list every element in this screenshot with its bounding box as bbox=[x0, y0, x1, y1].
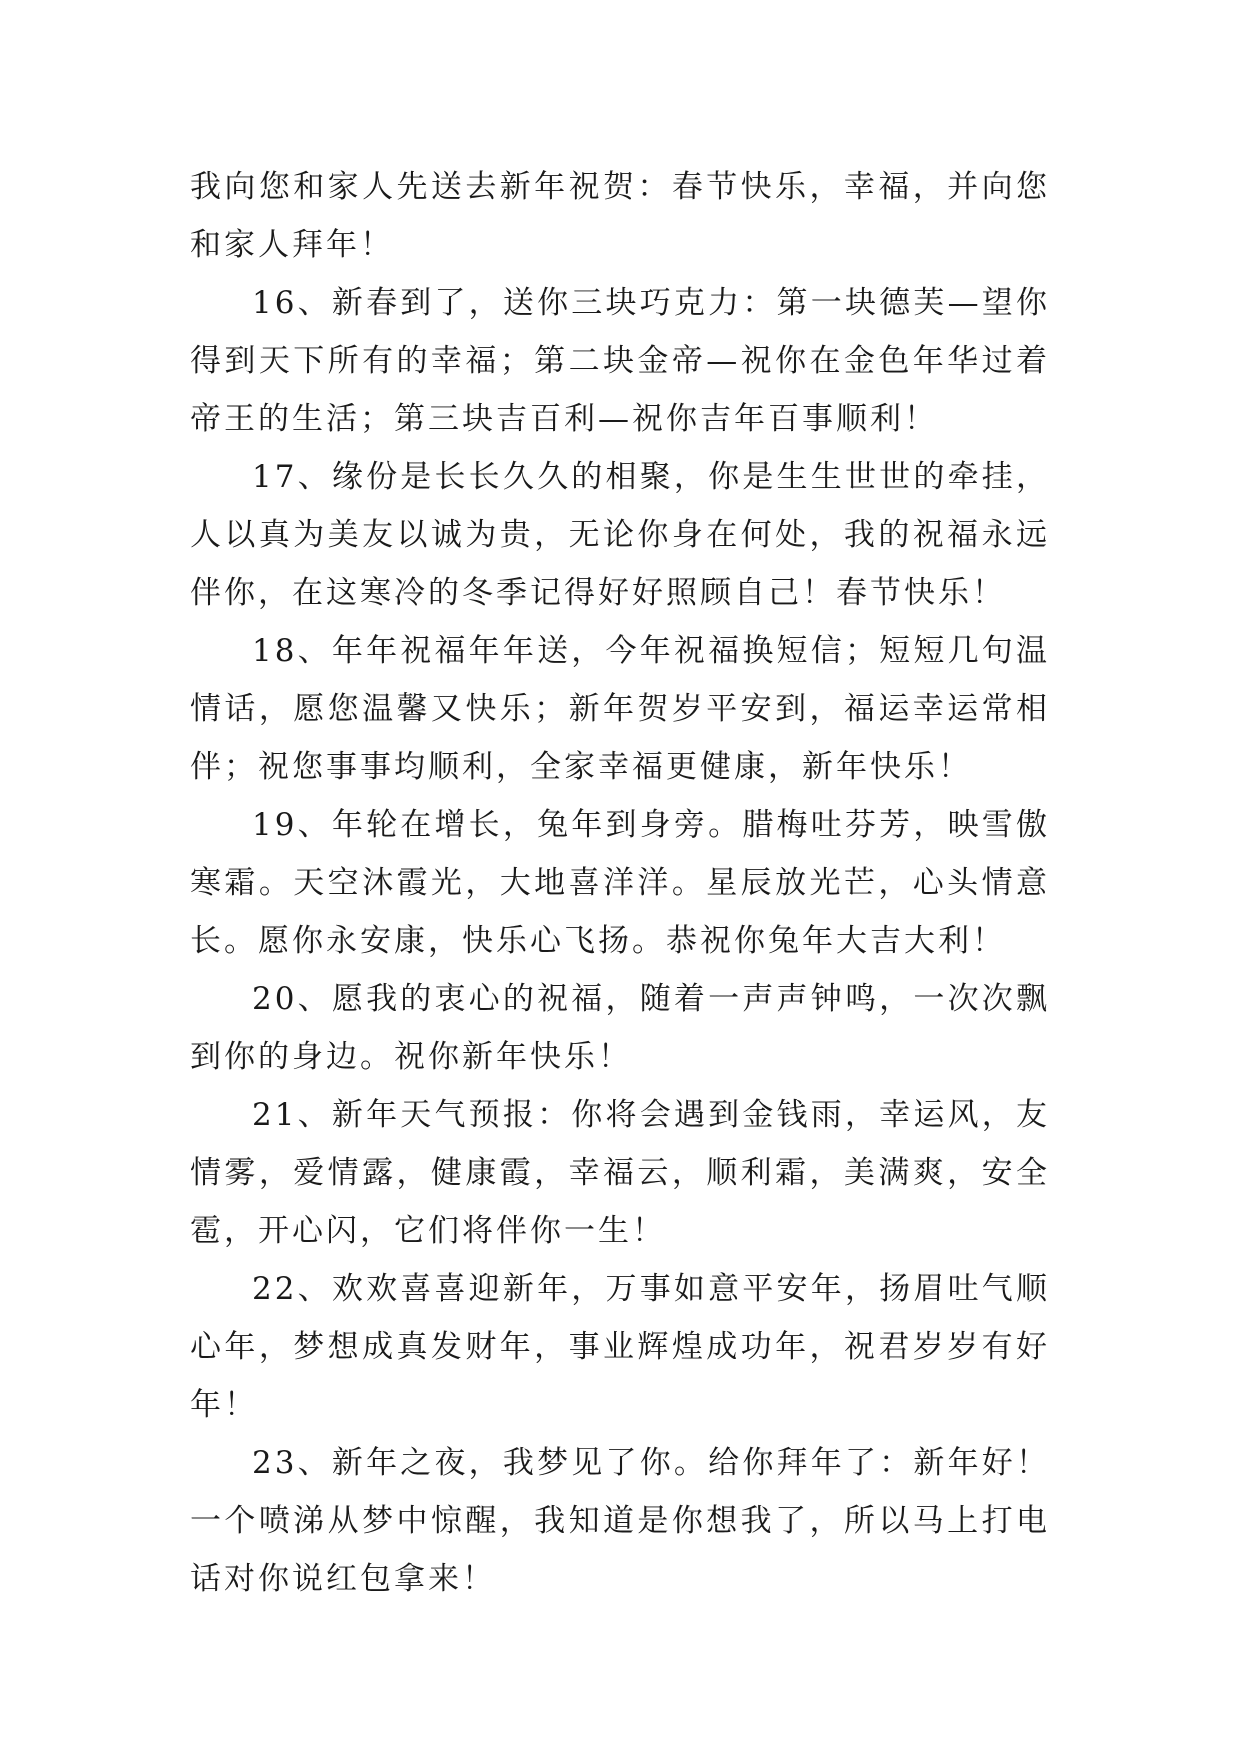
paragraph-21: 21、新年天气预报：你将会遇到金钱雨，幸运风，友情雾，爱情露，健康霞，幸福云，顺利霜，美满爽，安全雹，开心闪，它们将伴你一生！ bbox=[190, 1097, 1050, 1249]
paragraph-18: 18、年年祝福年年送，今年祝福换短信；短短几句温情话，愿您温馨又快乐；新年贺岁平安到，福运幸运常相伴；祝您事事均顺利，全家幸福更健康，新年快乐！ bbox=[190, 633, 1050, 785]
paragraph-17: 17、缘份是长长久久的相聚，你是生生世世的牵挂，人以真为美友以诚为贵，无论你身在何处，我的祝福永远伴你，在这寒冷的冬季记得好好照顾自己！春节快乐！ bbox=[190, 459, 1050, 611]
document-body bbox=[190, 158, 1050, 1608]
paragraph-16: 16、新春到了，送你三块巧克力：第一块德芙—望你得到天下所有的幸福；第二块金帝—祝你在金色年华过着帝王的生活；第三块吉百利—祝你吉年百事顺利！ bbox=[190, 285, 1050, 437]
paragraph-continuation: 我向您和家人先送去新年祝贺：春节快乐，幸福，并向您和家人拜年！ bbox=[190, 169, 1050, 263]
paragraph-23: 23、新年之夜，我梦见了你。给你拜年了：新年好！一个喷涕从梦中惊醒，我知道是你想我了，所以马上打电话对你说红包拿来！ bbox=[190, 1445, 1050, 1597]
paragraph-22: 22、欢欢喜喜迎新年，万事如意平安年，扬眉吐气顺心年，梦想成真发财年，事业辉煌成功年，祝君岁岁有好年！ bbox=[190, 1271, 1050, 1423]
paragraph-20: 20、愿我的衷心的祝福，随着一声声钟鸣，一次次飘到你的身边。祝你新年快乐！ bbox=[190, 981, 1050, 1075]
paragraph-19: 19、年轮在增长，兔年到身旁。腊梅吐芬芳，映雪傲寒霜。天空沐霞光，大地喜洋洋。星辰放光芒，心头情意长。愿你永安康，快乐心飞扬。恭祝你兔年大吉大利！ bbox=[190, 807, 1050, 959]
